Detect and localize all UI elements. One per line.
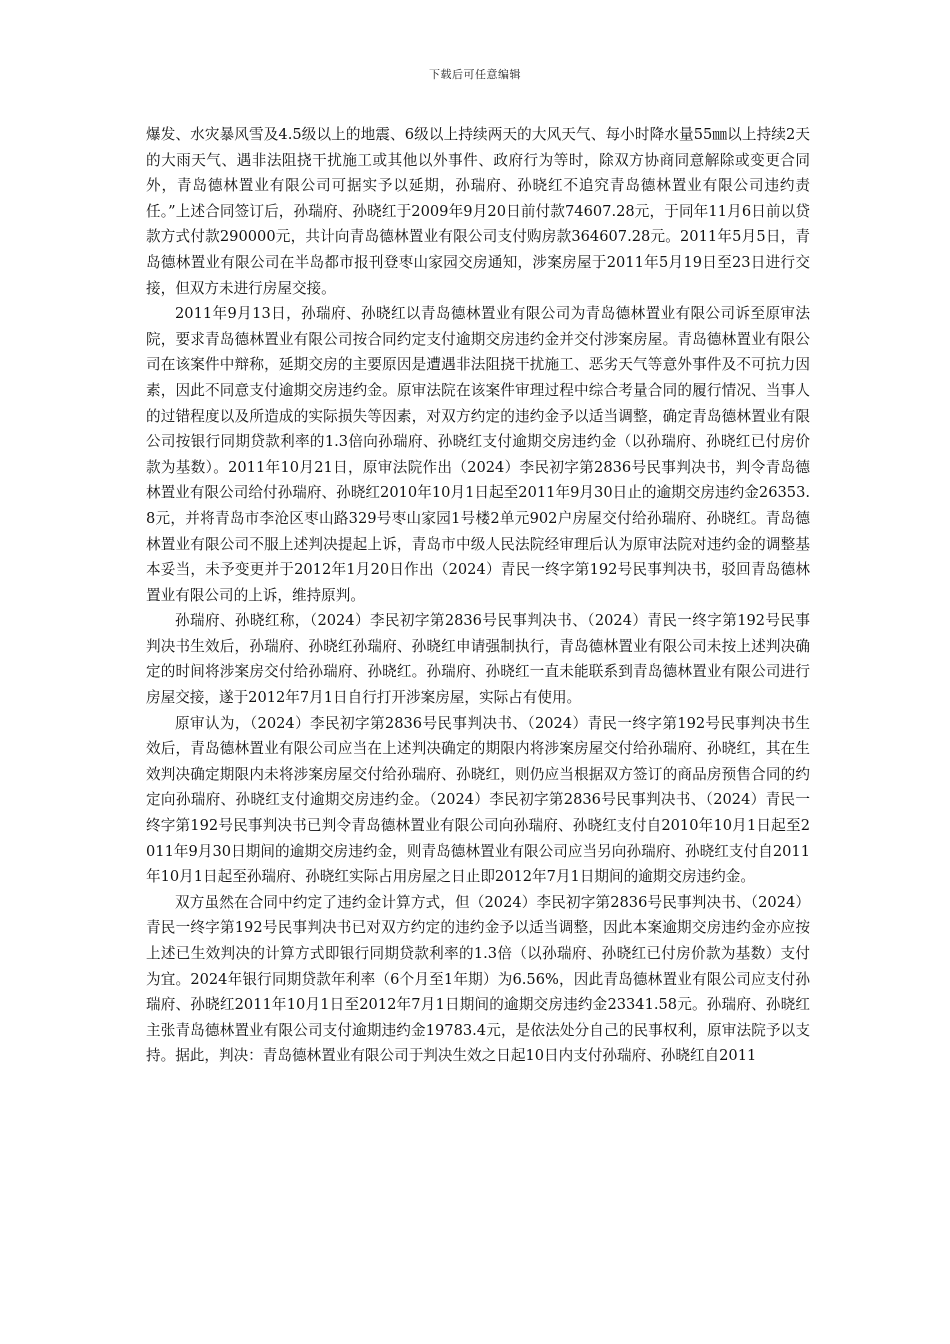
paragraph-4: 原审认为，（2024）李民初字第2836号民事判决书、（2024）青民一终字第192号民事判决书生效后，青岛德林置业有限公司应当在上述判决确定的期限内将涉案房屋交付给孙瑞府、孙晓红，其在生效判决确定期限内未将涉案房屋交付给孙瑞府、孙晓红，则仍应当根据双方签订的商品房预售合同的约定向孙瑞府、孙晓红支付逾期交房违约金。（2024）李民初字第2836号民事判决书、（2024）青民一终字第192号民事判决书已判令青岛德林置业有限公司向孙瑞府、孙晓红支付自2010年10月1日起至2011年9月30日期间的逾期交房违约金，则青岛德林置业有限公司应当另向孙瑞府、孙晓红支付自2011年10月1日起至孙瑞府、孙晓红实际占用房屋之日止即2012年7月1日期间的逾期交房违约金。 — [146, 714, 810, 886]
document-body — [146, 122, 810, 1069]
page-header-caption: 下载后可任意编辑 — [429, 68, 521, 81]
paragraph-3: 孙瑞府、孙晓红称，（2024）李民初字第2836号民事判决书、（2024）青民一终字第192号民事判决书生效后，孙瑞府、孙晓红孙瑞府、孙晓红申请强制执行，青岛德林置业有限公司未按上述判决确定的时间将涉案房交付给孙瑞府、孙晓红。孙瑞府、孙晓红一直未能联系到青岛德林置业有限公司进行房屋交接，遂于2012年7月1日自行打开涉案房屋，实际占有使用。 — [146, 612, 810, 707]
paragraph-5: 双方虽然在合同中约定了违约金计算方式，但（2024）李民初字第2836号民事判决书、（2024）青民一终字第192号民事判决书已对双方约定的违约金予以适当调整，因此本案逾期交房违约金亦应按上述已生效判决的计算方式即银行同期贷款利率的1.3倍（以孙瑞府、孙晓红已付房价款为基数）支付为宜。2024年银行同期贷款年利率（6个月至1年期）为6.56%，因此青岛德林置业有限公司应支付孙瑞府、孙晓红2011年10月1日至2012年7月1日期间的逾期交房违约金23341.58元。孙瑞府、孙晓红主张青岛德林置业有限公司支付逾期违约金19783.4元，是依法处分自己的民事权利，原审法院予以支持。据此，判决：青岛德林置业有限公司于判决生效之日起10日内支付孙瑞府、孙晓红自2011 — [146, 893, 810, 1065]
paragraph-1: 爆发、水灾暴风雪及4.5级以上的地震、6级以上持续两天的大风天气、每小时降水量55㎜以上持续2天的大雨天气、遇非法阻挠干扰施工或其他以外事件、政府行为等时，除双方协商同意解除或变更合同外，青岛德林置业有限公司可据实予以延期，孙瑞府、孙晓红不追究青岛德林置业有限公司违约责任。”上述合同签订后，孙瑞府、孙晓红于2009年9月20日前付款74607.28元，于同年11月6日前以贷款方式付款290000元，共计向青岛德林置业有限公司支付购房款364607.28元。2011年5月5日，青岛德林置业有限公司在半岛都市报刊登枣山家园交房通知，涉案房屋于2011年5月19日至23日进行交接，但双方未进行房屋交接。 — [146, 126, 810, 297]
paragraph-2: 2011年9月13日，孙瑞府、孙晓红以青岛德林置业有限公司为青岛德林置业有限公司诉至原审法院，要求青岛德林置业有限公司按合同约定支付逾期交房违约金并交付涉案房屋。青岛德林置业有限公司在该案件中辩称，延期交房的主要原因是遭遇非法阻挠干扰施工、恶劣天气等意外事件及不可抗力因素，因此不同意支付逾期交房违约金。原审法院在该案件审理过程中综合考量合同的履行情况、当事人的过错程度以及所造成的实际损失等因素，对双方约定的违约金予以适当调整，确定青岛德林置业有限公司按银行同期贷款利率的1.3倍向孙瑞府、孙晓红支付逾期交房违约金（以孙瑞府、孙晓红已付房价款为基数）。2011年10月21日，原审法院作出（2024）李民初字第2836号民事判决书，判令青岛德林置业有限公司给付孙瑞府、孙晓红2010年10月1日起至2011年9月30日止的逾期交房违约金26353.8元，并将青岛市李沧区枣山路329号枣山家园1号楼2单元902户房屋交付给孙瑞府、孙晓红。青岛德林置业有限公司不服上述判决提起上诉，青岛市中级人民法院经审理后认为原审法院对违约金的调整基本妥当，未予变更并于2012年1月20日作出（2024）青民一终字第192号民事判决书，驳回青岛德林置业有限公司的上诉，维持原判。 — [146, 305, 810, 604]
